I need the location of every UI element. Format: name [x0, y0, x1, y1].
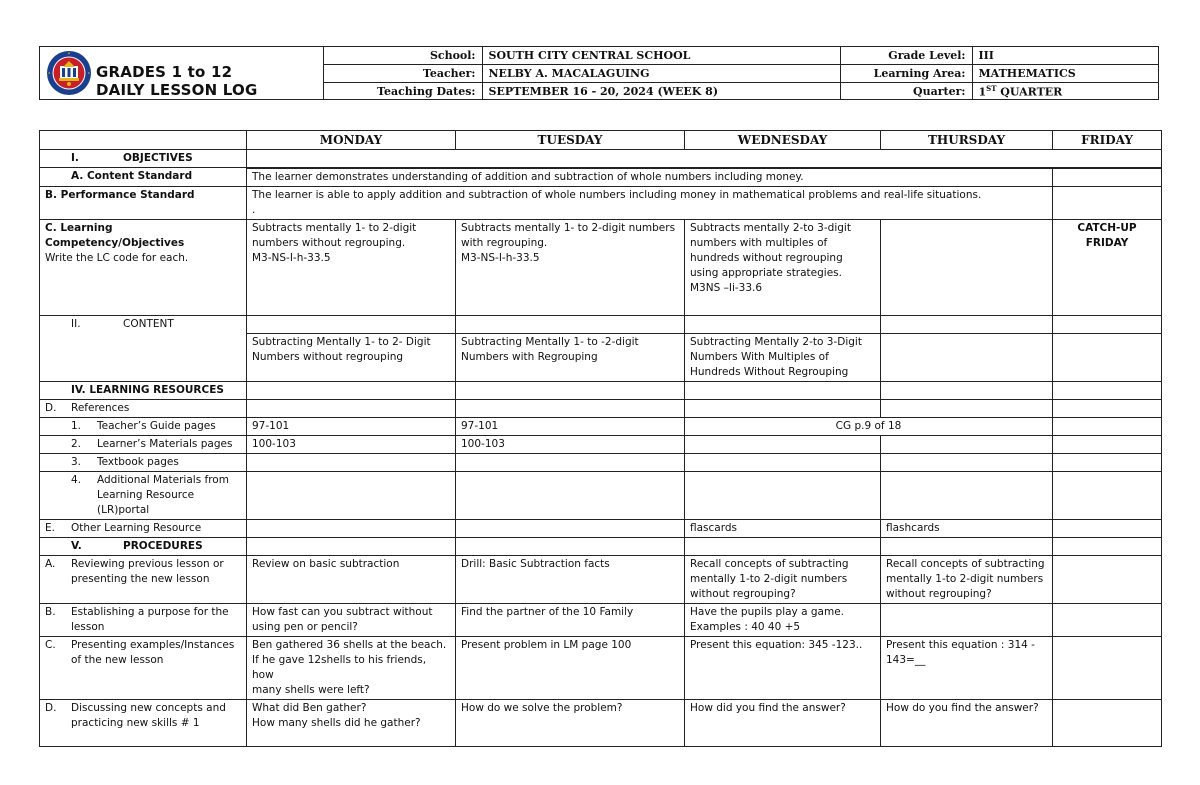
content-heading: [40, 315, 247, 381]
day-friday: FRIDAY: [1053, 131, 1162, 150]
cell: [881, 435, 1053, 453]
objectives-heading-fill: [247, 150, 1162, 168]
header-row-teacher: [324, 65, 1158, 83]
resources-heading: [40, 381, 247, 399]
proc-a-thu-line: without regrouping?: [886, 587, 992, 600]
performance-standard-label: B. Performance Standard: [40, 186, 247, 219]
cell: [247, 471, 456, 519]
content-heading-wed: [685, 315, 881, 333]
additional-materials-label: [40, 471, 247, 519]
cell: [685, 471, 881, 519]
cell: [1053, 603, 1162, 636]
proc-a-wed-line: Recall concepts of subtracting: [690, 557, 849, 570]
proc-a-thu-line: Recall concepts of subtracting: [886, 557, 1045, 570]
procedure-b-label: [40, 603, 247, 636]
proc-d-tuesday: How do we solve the problem?: [456, 699, 685, 746]
content-heading-fri: [1053, 315, 1162, 333]
additional-materials-row: [40, 471, 1162, 519]
catch-up-line-2: FRIDAY: [1085, 236, 1129, 249]
proc-d-line: practicing new skills # 1: [71, 716, 200, 729]
cell: [247, 453, 456, 471]
proc-b-mon-line: using pen or pencil?: [252, 620, 358, 633]
proc-a-wed-line: without regrouping?: [690, 587, 796, 600]
procedure-b-row: [40, 603, 1162, 636]
school-value: SOUTH CITY CENTRAL SCHOOL: [482, 47, 840, 65]
title-line-2: DAILY LESSON LOG: [96, 81, 258, 99]
content-standard-label-text: A. Content Standard: [71, 170, 193, 182]
content-wed-line: Hundreds Without Regrouping: [690, 365, 849, 378]
school-label: School:: [324, 47, 482, 65]
proc-b-wednesday: [685, 603, 881, 636]
grade-value: III: [972, 47, 1158, 65]
content-num: II.: [71, 317, 81, 330]
cell: [456, 381, 685, 399]
day-header-row: [40, 131, 1162, 150]
tg-text: Teacher’s Guide pages: [97, 419, 216, 432]
proc-d-mon-line: What did Ben gather?: [252, 701, 367, 714]
content-tuesday: [456, 333, 685, 381]
other-resource-row: [40, 519, 1162, 537]
performance-standard-row: [40, 186, 1162, 219]
lc-thursday: [881, 219, 1053, 315]
quarter-number: 1: [978, 85, 987, 99]
document-header: [39, 46, 1159, 100]
proc-a-text: [71, 557, 224, 587]
references-key: D.: [45, 401, 57, 414]
proc-c-mon-line: Ben gathered 36 shells at the beach.: [252, 638, 447, 651]
grade-label: Grade Level:: [840, 47, 972, 65]
cell: [456, 453, 685, 471]
proc-a-wednesday: [685, 555, 881, 603]
objectives-heading-row: [40, 150, 1162, 168]
procedure-d-label: [40, 699, 247, 746]
cell: [456, 519, 685, 537]
proc-c-mon-line: If he gave 12shells to his friends, how: [252, 653, 427, 681]
content-heading-tue: [456, 315, 685, 333]
tb-text: Textbook pages: [97, 455, 179, 468]
lc-tue-line: Subtracts mentally 1- to 2-digit numbers: [461, 221, 676, 234]
lc-monday: [247, 219, 456, 315]
lm-tuesday: 100-103: [456, 435, 685, 453]
cell: [1053, 699, 1162, 746]
cell: [881, 453, 1053, 471]
other-wednesday: flascards: [685, 519, 881, 537]
tg-friday: [1053, 417, 1162, 435]
content-standard-friday: [1053, 168, 1162, 187]
teachers-guide-row: [40, 417, 1162, 435]
cell: [881, 603, 1053, 636]
lc-mon-line: Subtracts mentally 1- to 2-digit: [252, 221, 417, 234]
proc-a-thursday: [881, 555, 1053, 603]
cell: [247, 381, 456, 399]
proc-b-key: B.: [45, 605, 56, 618]
references-text: References: [71, 401, 130, 414]
content-standard-value: The learner demonstrates understanding of addition and subtraction of whole numbers including money.: [247, 168, 1053, 187]
cell: [456, 537, 685, 555]
proc-d-key: D.: [45, 701, 57, 714]
header-row-dates: [324, 83, 1158, 101]
performance-standard-value: [247, 186, 1053, 219]
cell: [685, 381, 881, 399]
procedures-num: V.: [71, 539, 82, 552]
other-thursday: flashcards: [881, 519, 1053, 537]
am-line: Learning Resource: [97, 488, 195, 501]
day-tuesday: TUESDAY: [456, 131, 685, 150]
cell: [1053, 381, 1162, 399]
lc-tue-code: M3-NS-I-h-33.5: [461, 251, 540, 264]
procedure-c-label: [40, 636, 247, 699]
catch-up-line-1: CATCH-UP: [1077, 221, 1137, 234]
content-wednesday: [685, 333, 881, 381]
textbook-label: [40, 453, 247, 471]
title-line-1: GRADES 1 to 12: [96, 63, 233, 81]
area-value: MATHEMATICS: [972, 65, 1158, 83]
header-info-table: [324, 47, 1158, 100]
lc-friday: [1053, 219, 1162, 315]
proc-b-mon-line: How fast can you subtract without: [252, 605, 433, 618]
cell: [881, 399, 1053, 417]
cell: [881, 537, 1053, 555]
procedure-c-row: [40, 636, 1162, 699]
am-line: Additional Materials from: [97, 473, 229, 486]
lm-text: Learner’s Materials pages: [97, 437, 233, 450]
procedure-a-row: [40, 555, 1162, 603]
teacher-label: Teacher:: [324, 65, 482, 83]
performance-standard-text: The learner is able to apply addition and subtraction of whole numbers including money in mathematical problems and real-life situations.: [252, 188, 982, 201]
objectives-heading: [40, 150, 247, 168]
day-thursday: THURSDAY: [881, 131, 1053, 150]
proc-b-wed-line: Have the pupils play a game.: [690, 605, 845, 618]
lm-key: 2.: [71, 437, 82, 450]
quarter-suffix: ST: [986, 84, 997, 94]
proc-b-text: [71, 605, 229, 635]
proc-c-line: of the new lesson: [71, 653, 164, 666]
proc-c-monday: [247, 636, 456, 699]
resources-title: IV. LEARNING RESOURCES: [71, 383, 224, 396]
proc-d-thursday: How do you find the answer?: [881, 699, 1053, 746]
references-row: [40, 399, 1162, 417]
lc-tuesday: [456, 219, 685, 315]
proc-b-monday: [247, 603, 456, 636]
learning-competency-label: [40, 219, 247, 315]
lc-label-sub: Write the LC code for each.: [45, 251, 189, 264]
lc-tue-line: with regrouping.: [461, 236, 548, 249]
lc-wed-code: M3NS –Ii-33.6: [690, 281, 763, 294]
proc-a-line: Reviewing previous lesson or: [71, 557, 224, 570]
proc-c-mon-line: many shells were left?: [252, 683, 370, 696]
proc-a-monday: Review on basic subtraction: [247, 555, 456, 603]
procedures-title: PROCEDURES: [123, 539, 203, 552]
proc-c-thu-line: Present this equation : 314 -: [886, 638, 1035, 651]
objectives-title: OBJECTIVES: [123, 152, 193, 164]
content-thursday: [881, 333, 1053, 381]
tg-tuesday: 97-101: [456, 417, 685, 435]
objectives-num: I.: [71, 152, 79, 164]
proc-c-thursday: [881, 636, 1053, 699]
content-wed-line: Subtracting Mentally 2-to 3-Digit: [690, 335, 862, 348]
cell: [247, 537, 456, 555]
cell: [456, 471, 685, 519]
teacher-value: NELBY A. MACALAGUING: [482, 65, 840, 83]
proc-c-tuesday: Present problem in LM page 100: [456, 636, 685, 699]
resources-heading-row: [40, 381, 1162, 399]
lc-wed-line: numbers with multiples of: [690, 236, 828, 249]
content-wed-line: Numbers With Multiples of: [690, 350, 829, 363]
lc-wed-line: using appropriate strategies.: [690, 266, 842, 279]
proc-a-line: presenting the new lesson: [71, 572, 210, 585]
quarter-text: QUARTER: [996, 85, 1063, 99]
cell: [1053, 435, 1162, 453]
references-label: [40, 399, 247, 417]
quarter-label: Quarter:: [840, 83, 972, 101]
day-wednesday: WEDNESDAY: [685, 131, 881, 150]
content-heading-mon: [247, 315, 456, 333]
cell: [247, 519, 456, 537]
content-monday: [247, 333, 456, 381]
lc-wednesday: [685, 219, 881, 315]
content-tue-line: Subtracting Mentally 1- to -2-digit: [461, 335, 639, 348]
procedure-a-label: [40, 555, 247, 603]
cell: [881, 381, 1053, 399]
content-heading-thu: [881, 315, 1053, 333]
proc-c-thu-line: 143=__: [886, 653, 926, 666]
procedures-heading: [40, 537, 247, 555]
dates-label: Teaching Dates:: [324, 83, 482, 101]
day-monday: MONDAY: [247, 131, 456, 150]
proc-c-text: [71, 638, 234, 668]
learners-materials-label: [40, 435, 247, 453]
proc-d-mon-line: How many shells did he gather?: [252, 716, 421, 729]
teachers-guide-label: [40, 417, 247, 435]
content-friday: [1053, 333, 1162, 381]
tg-wed-thu: CG p.9 of 18: [685, 417, 1053, 435]
content-mon-line: Numbers without regrouping: [252, 350, 404, 363]
am-text: [97, 473, 229, 518]
am-key: 4.: [71, 473, 82, 486]
procedure-d-row: [40, 699, 1162, 746]
proc-d-monday: [247, 699, 456, 746]
cell: [685, 399, 881, 417]
deped-seal-icon: [46, 50, 92, 96]
cell: [685, 453, 881, 471]
cell: [685, 537, 881, 555]
am-line: (LR)portal: [97, 503, 150, 516]
proc-a-tuesday: Drill: Basic Subtraction facts: [456, 555, 685, 603]
quarter-value: [972, 83, 1158, 101]
proc-b-line: Establishing a purpose for the: [71, 605, 229, 618]
proc-a-thu-line: mentally 1-to 2-digit numbers: [886, 572, 1044, 585]
corner-cell: [40, 131, 247, 150]
performance-standard-dot: .: [252, 203, 256, 216]
proc-c-key: C.: [45, 638, 56, 651]
cell: [1053, 636, 1162, 699]
proc-d-wednesday: How did you find the answer?: [685, 699, 881, 746]
content-standard-row: [40, 168, 1162, 187]
cell: [1053, 519, 1162, 537]
tg-monday: 97-101: [247, 417, 456, 435]
tg-key: 1.: [71, 419, 82, 432]
header-row-school: [324, 47, 1158, 65]
tb-key: 3.: [71, 455, 82, 468]
other-text: Other Learning Resource: [71, 521, 202, 534]
content-standard-label: [40, 168, 247, 187]
cell: [456, 399, 685, 417]
cell: [1053, 453, 1162, 471]
content-tue-line: Numbers with Regrouping: [461, 350, 598, 363]
cell: [1053, 399, 1162, 417]
lesson-plan-table: [39, 130, 1162, 747]
proc-a-key: A.: [45, 557, 56, 570]
dates-value: SEPTEMBER 16 - 20, 2024 (WEEK 8): [482, 83, 840, 101]
cell: [1053, 537, 1162, 555]
performance-standard-friday: [1053, 186, 1162, 219]
lc-label-title: C. Learning Competency/Objectives: [45, 221, 185, 249]
proc-b-tuesday: Find the partner of the 10 Family: [456, 603, 685, 636]
area-label: Learning Area:: [840, 65, 972, 83]
lc-wed-line: Subtracts mentally 2-to 3-digit: [690, 221, 851, 234]
content-mon-line: Subtracting Mentally 1- to 2- Digit: [252, 335, 431, 348]
content-title: CONTENT: [123, 317, 174, 330]
proc-c-line: Presenting examples/Instances: [71, 638, 235, 651]
learning-competency-row: [40, 219, 1162, 315]
cell: [247, 399, 456, 417]
lc-mon-code: M3-NS-I-h-33.5: [252, 251, 331, 264]
cell: [881, 471, 1053, 519]
brand-block: [40, 47, 324, 99]
proc-b-line: lesson: [71, 620, 105, 633]
cell: [1053, 555, 1162, 603]
proc-b-wed-line: Examples : 40 40 +5: [690, 620, 801, 633]
lm-monday: 100-103: [247, 435, 456, 453]
cell: [685, 435, 881, 453]
lc-wed-line: hundreds without regrouping: [690, 251, 843, 264]
proc-d-text: [71, 701, 226, 731]
textbook-row: [40, 453, 1162, 471]
procedures-heading-row: [40, 537, 1162, 555]
cell: [1053, 471, 1162, 519]
content-heading-row: [40, 315, 1162, 333]
learners-materials-row: [40, 435, 1162, 453]
proc-a-wed-line: mentally 1-to 2-digit numbers: [690, 572, 848, 585]
proc-d-line: Discussing new concepts and: [71, 701, 226, 714]
other-resource-label: [40, 519, 247, 537]
proc-c-wednesday: Present this equation: 345 -123..: [685, 636, 881, 699]
lc-mon-line: numbers without regrouping.: [252, 236, 406, 249]
other-key: E.: [45, 521, 55, 534]
